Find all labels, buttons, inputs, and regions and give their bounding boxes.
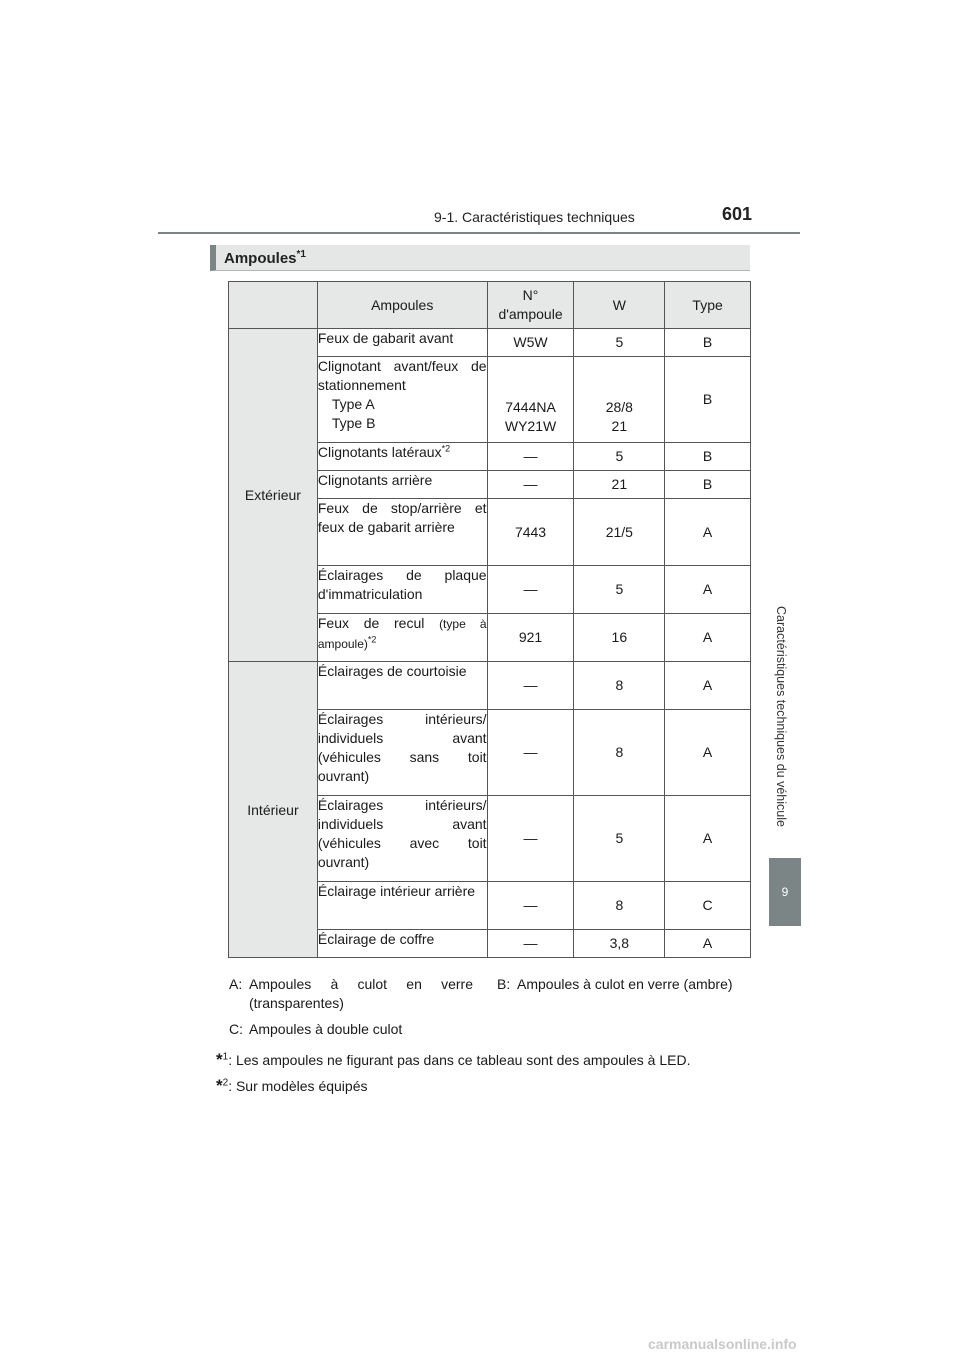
bulb-number: — [487,930,574,958]
bulb-name: Clignotants arrière [317,471,487,499]
bulb-watt: 8 [574,882,665,930]
bulb-number-b: WY21W [504,418,557,434]
bulb-type: B [665,443,751,471]
bulb-variant-b: Type B [331,415,376,431]
legend-b [497,975,742,1015]
bulb-watt: 16 [574,614,665,662]
bulb-watt-cell [574,357,665,443]
bulb-name: Éclairages intérieurs/ individuels avant (véhicules avec toit ouvrant) [317,796,487,882]
footnote-ref: *2 [367,634,377,645]
bulb-watt: 21 [574,471,665,499]
bulb-type: A [665,614,751,662]
footnote [216,1050,690,1070]
header-rule [158,232,800,234]
header-bulbs: Ampoules [317,282,487,329]
bulb-watt: 5 [574,796,665,882]
bulb-name-cell [317,443,487,471]
bulb-name: Éclairages de plaque d'immatriculation [317,566,487,614]
bulb-number-a: 7444NA [505,399,556,415]
bulb-name: Éclairages de courtoisie [317,662,487,710]
table-header-row [229,282,751,329]
bulb-watt: 5 [574,443,665,471]
legend-a [229,975,474,1015]
bulb-number: — [487,471,574,499]
bulb-watt: 8 [574,662,665,710]
bulb-type: B [665,471,751,499]
bulb-watt: 5 [574,329,665,357]
footnote-number: 2 [222,1077,229,1089]
header-bulb-number [487,282,574,329]
header-number-line2: d'ampoule [498,306,563,322]
bulb-number: — [487,443,574,471]
bulb-watt-b: 21 [611,418,628,434]
bulb-name: Éclairages intérieurs/ individuels avant (véhicules sans toit ouvrant) [317,710,487,796]
legend-c [229,1020,529,1040]
bulb-name: Feux de stop/arrière et feux de gabarit arrière [317,499,487,566]
bulb-type: A [665,930,751,958]
bulb-name: Feux de gabarit avant [317,329,487,357]
bulb-watt: 3,8 [574,930,665,958]
bulb-name: Éclairage de coffre [317,930,487,958]
group-exterior: Extérieur [229,329,318,662]
bulb-name: Clignotant avant/feux de stationnement [317,358,487,393]
legend-a-text: Ampoules à culot en verre (transparentes) [249,976,473,1011]
footnote-text: : Les ampoules ne figurant pas dans ce tableau sont des ampoules à LED. [228,1052,691,1068]
table-row [229,329,751,357]
bulb-number: — [487,796,574,882]
bulb-number: 7443 [487,499,574,566]
header-blank [229,282,318,329]
bulb-type: B [665,357,751,443]
bulb-name-cell [317,614,487,662]
footnote-text: : Sur modèles équipés [228,1078,368,1094]
table-row [229,662,751,710]
section-heading-text: Ampoules [224,250,297,267]
bulb-name-detail: (type à ampoule) [317,617,487,651]
footnote-mark: * [216,1050,223,1069]
header-type: Type [665,282,751,329]
bulb-type: A [665,499,751,566]
bulb-variant-a: Type A [331,396,375,412]
bulb-number: — [487,662,574,710]
chapter-side-label: Caractéristiques techniques du véhicule [774,605,788,827]
bulb-name: Feux de recul [317,615,425,631]
footnote-mark: * [216,1076,223,1095]
group-interior: Intérieur [229,662,318,958]
bulb-number: 921 [487,614,574,662]
watermark: carmanualsonline.info [648,1336,797,1352]
bulb-number: — [487,710,574,796]
bulb-type: A [665,566,751,614]
footnote [216,1076,368,1096]
bulb-type: A [665,710,751,796]
bulb-number: — [487,566,574,614]
legend-a-key: A: [229,976,243,992]
legend-b-key: B: [497,976,511,992]
section-heading-note: *1 [296,249,306,260]
bulb-type: C [665,882,751,930]
bulb-number: — [487,882,574,930]
bulb-watt: 21/5 [574,499,665,566]
legend-c-text: Ampoules à double culot [249,1021,403,1037]
bulb-watt: 8 [574,710,665,796]
section-heading [210,245,750,271]
bulb-type: A [665,796,751,882]
chapter-tab: 9 [769,858,801,926]
header-number-line1: N° [522,287,539,303]
bulb-name: Clignotants latéraux [317,444,442,460]
section-title: 9-1. Caractéristiques techniques [434,209,635,225]
bulb-number: W5W [487,329,574,357]
footnote-ref: *2 [441,443,451,454]
bulb-name-cell [317,357,487,443]
legend-c-key: C: [229,1021,243,1037]
page-number: 601 [722,204,753,224]
bulbs-table [228,281,751,958]
bulb-name: Éclairage intérieur arrière [317,882,487,930]
footnote-number: 1 [222,1051,229,1063]
bulb-watt: 5 [574,566,665,614]
header-watt: W [574,282,665,329]
bulb-type: A [665,662,751,710]
bulb-number-cell [487,357,574,443]
legend-b-text: Ampoules à culot en verre (ambre) [517,976,733,992]
bulb-type: B [665,329,751,357]
bulb-watt-a: 28/8 [605,399,633,415]
